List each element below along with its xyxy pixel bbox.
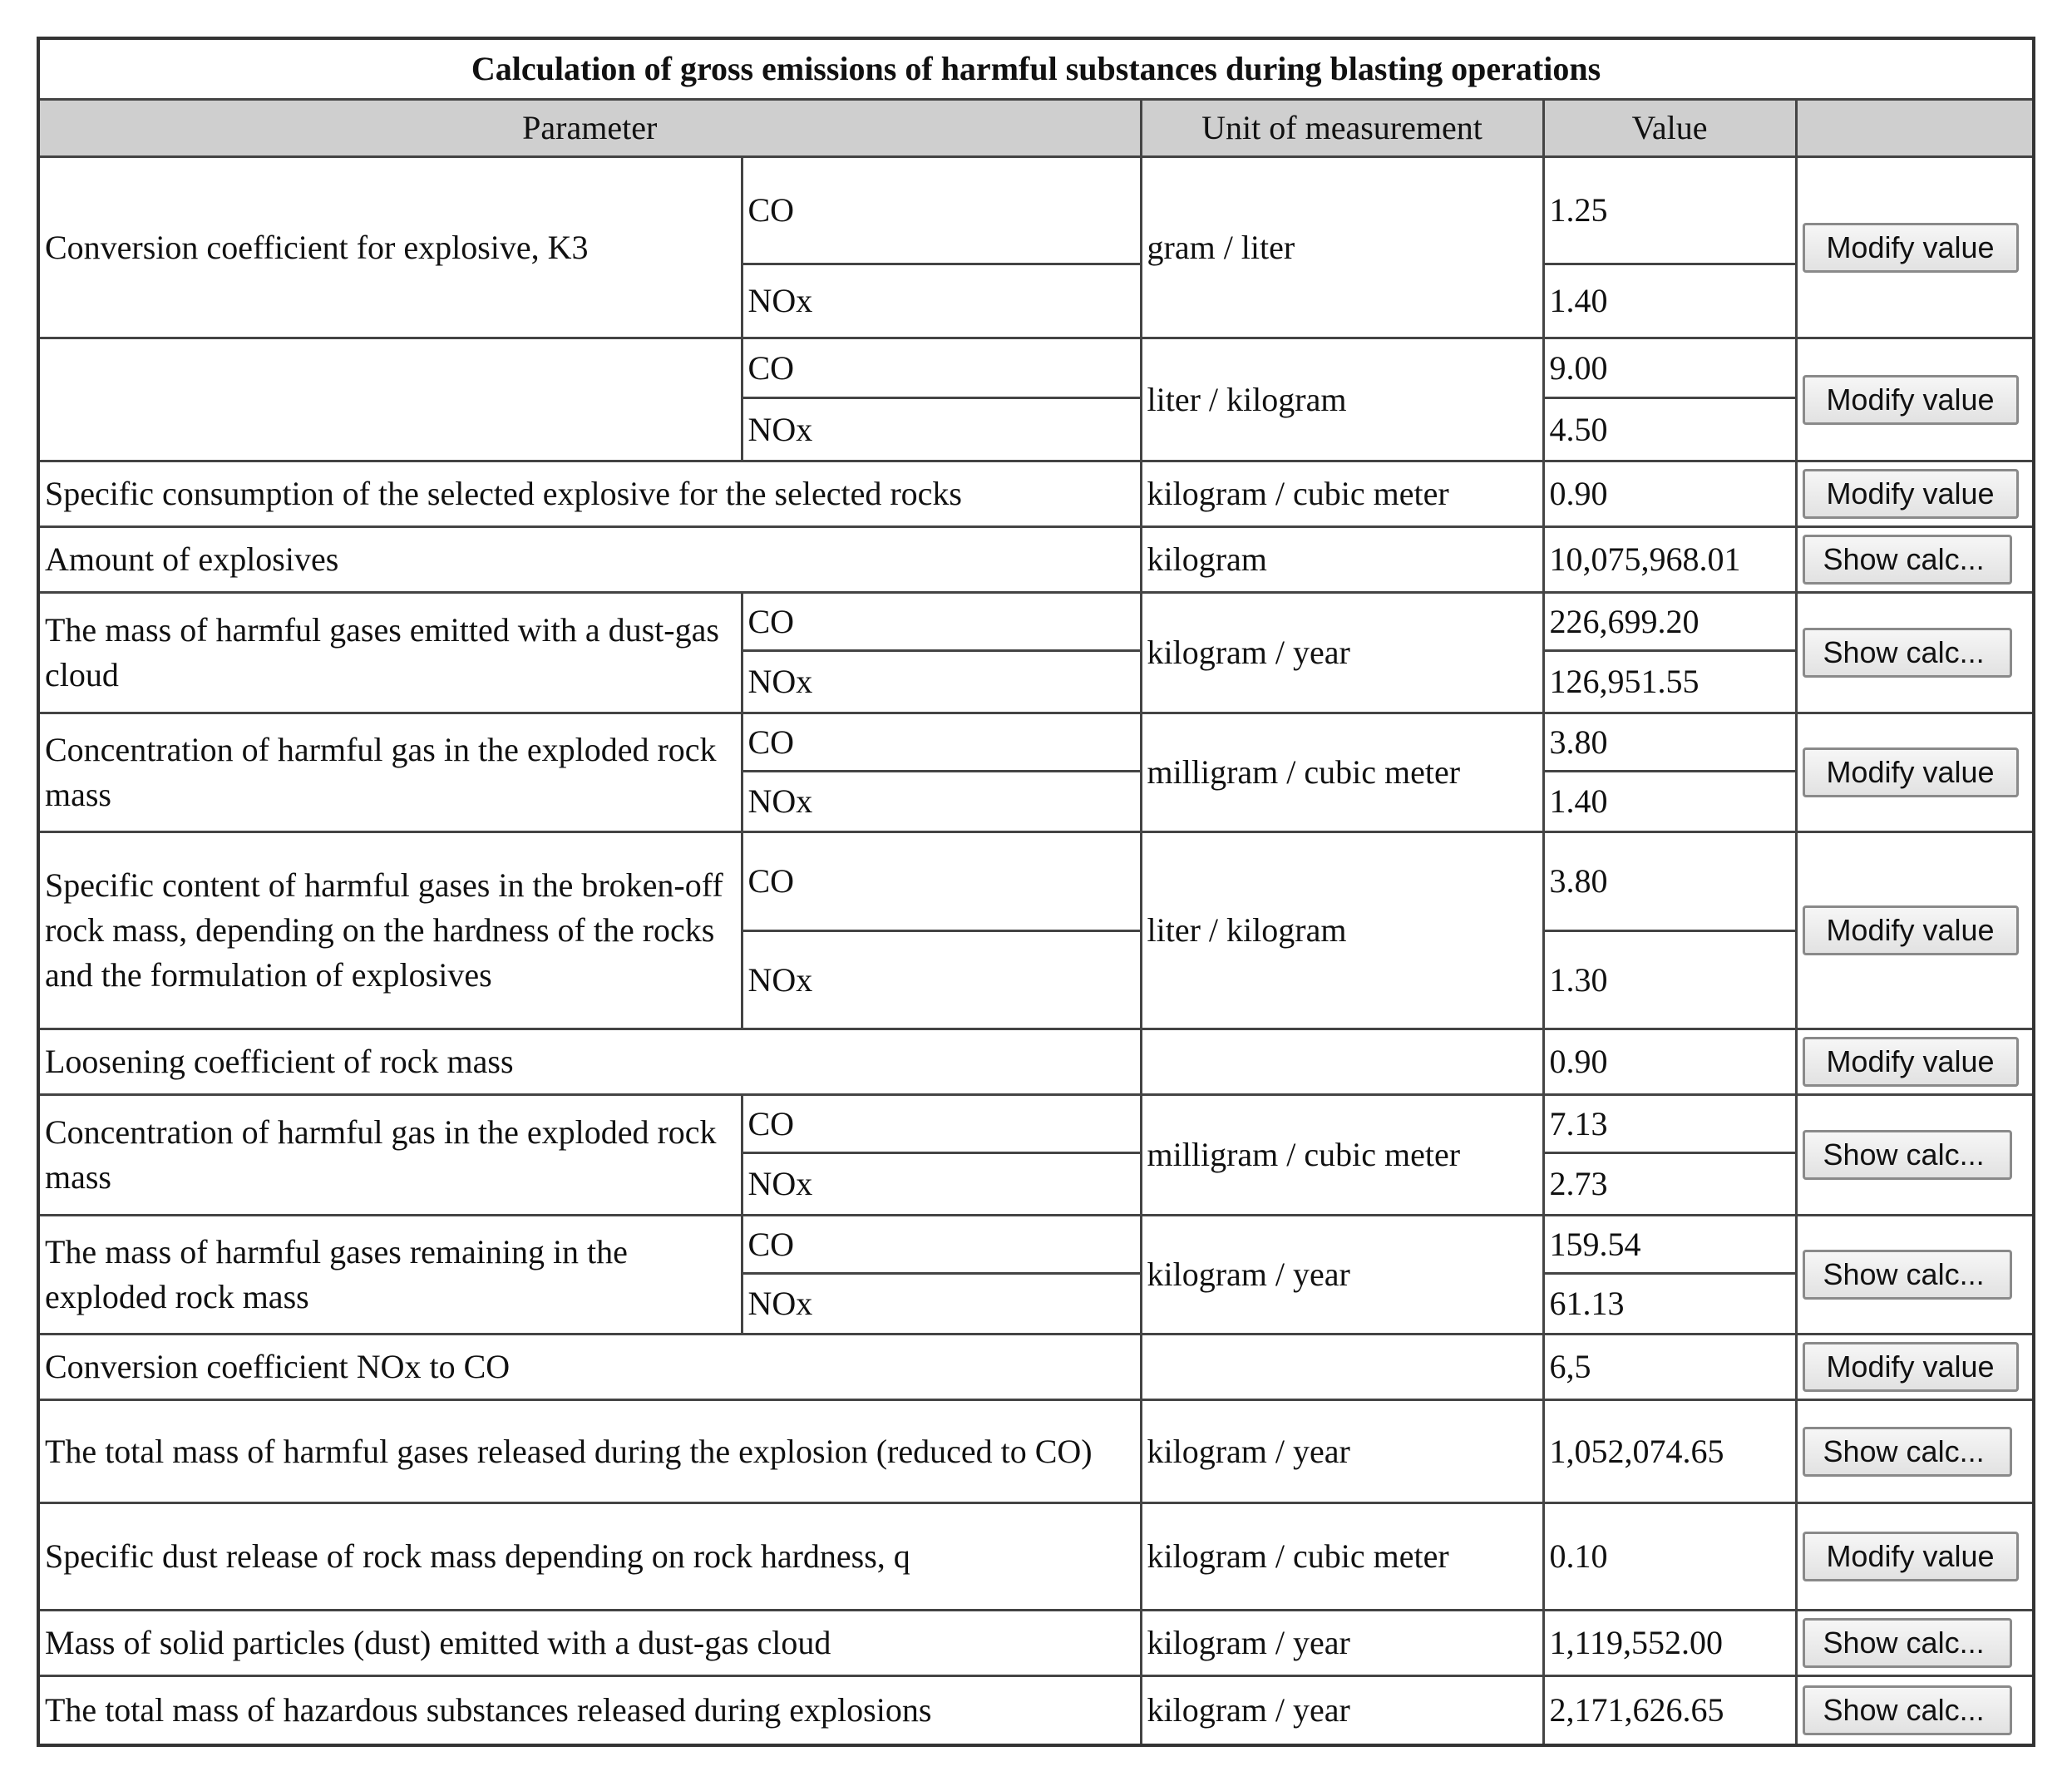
action-cell [1796,1095,2034,1216]
value-cell: 6,5 [1543,1335,1796,1400]
unit-cell: milligram / cubic meter [1141,1095,1543,1216]
substance-cell: NOx [742,398,1141,461]
value-cell: 1.40 [1543,264,1796,338]
emissions-table [37,37,2035,1747]
substance-cell: NOx [742,1274,1141,1335]
substance-cell: NOx [742,651,1141,713]
value-cell: 226,699.20 [1543,593,1796,651]
parameter-cell: Specific dust release of rock mass depending on rock hardness, q [38,1503,1141,1611]
value-cell: 1.25 [1543,157,1796,264]
parameter-cell: Specific consumption of the selected explosive for the selected rocks [38,461,1141,527]
unit-cell [1141,1335,1543,1400]
value-cell: 2,171,626.65 [1543,1676,1796,1745]
substance-cell: CO [742,713,1141,772]
parameter-cell: Specific content of harmful gases in the broken-off rock mass, depending on the hardness of the rocks and the formulation of explosives [38,832,742,1029]
unit-cell: kilogram / year [1141,593,1543,713]
parameter-cell: Concentration of harmful gas in the exploded rock mass [38,713,742,832]
substance-cell: CO [742,1095,1141,1153]
modify-value-button[interactable]: Modify value [1803,1532,2019,1581]
table-row [38,527,2034,593]
table-title: Calculation of gross emissions of harmful substances during blasting operations [38,38,2034,100]
modify-value-button[interactable]: Modify value [1803,469,2019,519]
unit-cell: liter / kilogram [1141,338,1543,461]
show-calc-button[interactable]: Show calc... [1803,1618,2012,1668]
value-cell: 0.90 [1543,1029,1796,1095]
substance-cell: CO [742,593,1141,651]
modify-value-button[interactable]: Modify value [1803,1037,2019,1087]
action-cell [1796,1676,2034,1745]
action-cell [1796,713,2034,832]
substance-cell: NOx [742,772,1141,832]
modify-value-button[interactable]: Modify value [1803,905,2019,955]
value-cell: 10,075,968.01 [1543,527,1796,593]
parameter-cell [38,338,742,461]
modify-value-button[interactable]: Modify value [1803,747,2019,797]
show-calc-button[interactable]: Show calc... [1803,535,2012,585]
table-row [38,1503,2034,1611]
header-parameter: Parameter [38,100,1141,157]
table-row [38,713,2034,772]
show-calc-button[interactable]: Show calc... [1803,628,2012,678]
value-cell: 2.73 [1543,1153,1796,1216]
table-row [38,1611,2034,1676]
value-cell: 0.90 [1543,461,1796,527]
action-cell [1796,1216,2034,1335]
unit-cell: kilogram / cubic meter [1141,1503,1543,1611]
value-cell: 7.13 [1543,1095,1796,1153]
modify-value-button[interactable]: Modify value [1803,375,2019,425]
substance-cell: NOx [742,1153,1141,1216]
parameter-cell: Conversion coefficient for explosive, K3 [38,157,742,338]
substance-cell: NOx [742,264,1141,338]
value-cell: 4.50 [1543,398,1796,461]
action-cell [1796,832,2034,1029]
value-cell: 1.40 [1543,772,1796,832]
substance-cell: CO [742,832,1141,931]
unit-cell: milligram / cubic meter [1141,713,1543,832]
unit-cell: gram / liter [1141,157,1543,338]
parameter-cell: Loosening coefficient of rock mass [38,1029,1141,1095]
header-unit: Unit of measurement [1141,100,1543,157]
value-cell: 61.13 [1543,1274,1796,1335]
action-cell [1796,1611,2034,1676]
action-cell [1796,461,2034,527]
table-row [38,1676,2034,1745]
table-body [38,157,2034,1745]
substance-cell: CO [742,338,1141,398]
show-calc-button[interactable]: Show calc... [1803,1685,2012,1735]
parameter-cell: Mass of solid particles (dust) emitted with a dust-gas cloud [38,1611,1141,1676]
value-cell: 1.30 [1543,931,1796,1029]
substance-cell: CO [742,157,1141,264]
show-calc-button[interactable]: Show calc... [1803,1250,2012,1300]
action-cell [1796,1503,2034,1611]
parameter-cell: The total mass of harmful gases released during the explosion (reduced to CO) [38,1400,1141,1503]
action-cell [1796,593,2034,713]
action-cell [1796,1400,2034,1503]
modify-value-button[interactable]: Modify value [1803,223,2019,273]
value-cell: 159.54 [1543,1216,1796,1274]
show-calc-button[interactable]: Show calc... [1803,1427,2012,1477]
unit-cell: kilogram / year [1141,1400,1543,1503]
value-cell: 9.00 [1543,338,1796,398]
unit-cell [1141,1029,1543,1095]
action-cell [1796,527,2034,593]
unit-cell: kilogram / cubic meter [1141,461,1543,527]
header-value: Value [1543,100,1796,157]
value-cell: 3.80 [1543,713,1796,772]
action-cell [1796,157,2034,338]
action-cell [1796,1029,2034,1095]
unit-cell: kilogram / year [1141,1216,1543,1335]
unit-cell: liter / kilogram [1141,832,1543,1029]
parameter-cell: Conversion coefficient NOx to CO [38,1335,1141,1400]
action-cell [1796,338,2034,461]
table-row [38,1335,2034,1400]
table-row [38,157,2034,264]
parameter-cell: Amount of explosives [38,527,1141,593]
table-row [38,461,2034,527]
parameter-cell: The mass of harmful gases remaining in the exploded rock mass [38,1216,742,1335]
value-cell: 0.10 [1543,1503,1796,1611]
table-row [38,832,2034,931]
show-calc-button[interactable]: Show calc... [1803,1130,2012,1180]
table-row [38,593,2034,651]
header-action [1796,100,2034,157]
value-cell: 126,951.55 [1543,651,1796,713]
value-cell: 1,052,074.65 [1543,1400,1796,1503]
modify-value-button[interactable]: Modify value [1803,1342,2019,1392]
unit-cell: kilogram / year [1141,1676,1543,1745]
table-row [38,1095,2034,1153]
table-row [38,1029,2034,1095]
unit-cell: kilogram [1141,527,1543,593]
table-row [38,338,2034,398]
parameter-cell: Concentration of harmful gas in the exploded rock mass [38,1095,742,1216]
table-row [38,1216,2034,1274]
substance-cell: CO [742,1216,1141,1274]
parameter-cell: The mass of harmful gases emitted with a dust-gas cloud [38,593,742,713]
unit-cell: kilogram / year [1141,1611,1543,1676]
action-cell [1796,1335,2034,1400]
table-row [38,1400,2034,1503]
parameter-cell: The total mass of hazardous substances released during explosions [38,1676,1141,1745]
substance-cell: NOx [742,931,1141,1029]
value-cell: 3.80 [1543,832,1796,931]
value-cell: 1,119,552.00 [1543,1611,1796,1676]
